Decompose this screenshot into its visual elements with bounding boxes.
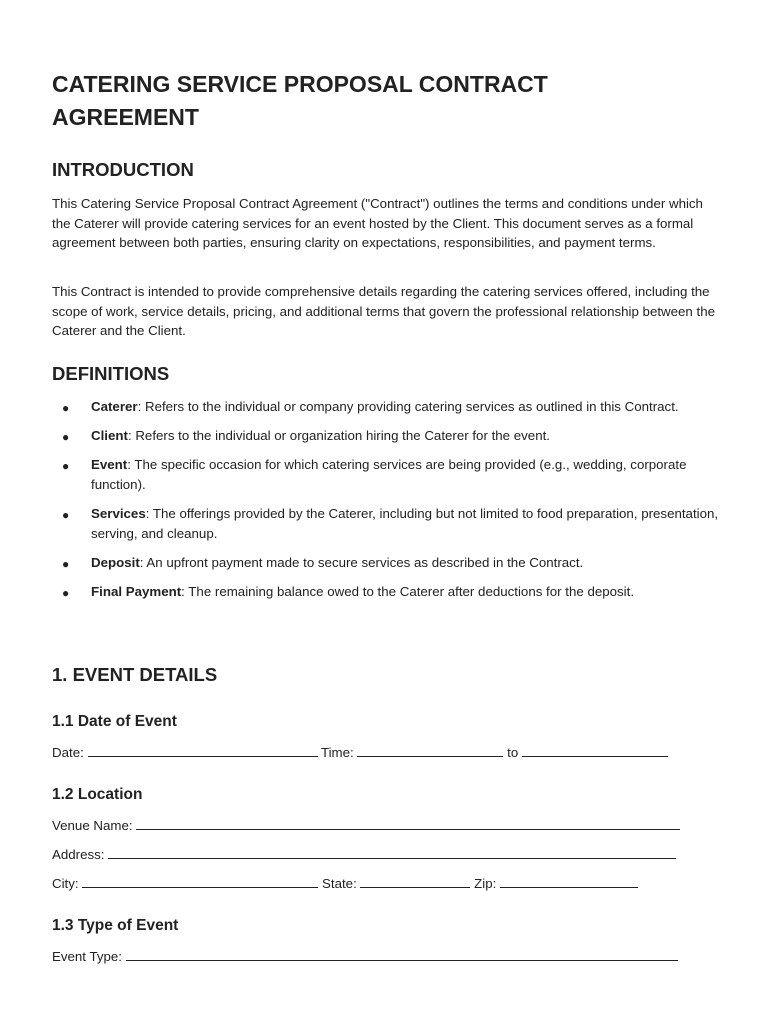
definition-text: : The offerings provided by the Caterer, including but not limited to food preparation, presentation, serving, and cleanup. — [91, 506, 719, 541]
definition-term: Final Payment — [91, 584, 182, 600]
venue-name-label: Venue Name: — [52, 818, 133, 833]
document-title: CATERING SERVICE PROPOSAL CONTRACT AGREEMENT — [52, 71, 548, 130]
introduction-paragraph-1: This Catering Service Proposal Contract Agreement ("Contract") outlines the terms and conditions under which the Caterer will provide catering services for an event hosted by the Client. This document serves as a formal agreement between both parties, ensuring clarity on expectations, responsibilities, and payment terms. — [52, 196, 703, 251]
definition-term: Services — [91, 506, 146, 522]
event-details-heading: 1. EVENT DETAILS — [52, 664, 218, 685]
definition-item — [52, 426, 732, 446]
date-field[interactable] — [88, 744, 318, 757]
bullet-icon: ● — [62, 430, 70, 445]
address-label: Address: — [52, 847, 105, 862]
definition-item — [52, 397, 732, 417]
state-field[interactable] — [360, 875, 470, 888]
definition-term: Caterer — [91, 399, 138, 414]
end-time-field[interactable] — [522, 744, 668, 757]
introduction-paragraph-2: This Contract is intended to provide comprehensive details regarding the catering services offered, including the scope of work, service details, pricing, and additional terms that govern the professional relationship between the Caterer and the Client. — [52, 284, 716, 339]
city-field[interactable] — [82, 875, 318, 888]
definition-term: Client — [91, 428, 128, 444]
to-label: to — [507, 745, 519, 760]
bullet-icon: ● — [62, 401, 70, 415]
definition-text: : The remaining balance owed to the Caterer after deductions for the deposit. — [181, 584, 635, 600]
definition-term: Event — [91, 457, 128, 473]
definition-item — [52, 455, 732, 494]
start-time-field[interactable] — [357, 744, 503, 757]
city-state-zip-row — [52, 875, 638, 893]
event-type-field[interactable] — [126, 948, 678, 961]
definition-item — [52, 582, 732, 602]
definition-text: : The specific occasion for which catering services are being provided (e.g., wedding, corporate function). — [91, 457, 687, 492]
event-type-label: Event Type: — [52, 949, 122, 964]
definition-item — [52, 504, 732, 543]
introduction-heading: INTRODUCTION — [52, 159, 194, 180]
definition-text: : An upfront payment made to secure services as described in the Contract. — [139, 554, 584, 570]
definitions-heading: DEFINITIONS — [52, 363, 170, 384]
date-time-row — [52, 744, 668, 762]
type-of-event-heading: 1.3 Type of Event — [52, 917, 179, 934]
venue-name-field[interactable] — [136, 817, 680, 830]
location-heading: 1.2 Location — [52, 786, 143, 803]
bullet-icon: ● — [62, 508, 70, 523]
definition-text: : Refers to the individual or organization hiring the Caterer for the event. — [127, 428, 550, 444]
time-label: Time: — [320, 745, 354, 760]
bullet-icon: ● — [62, 556, 70, 571]
zip-field[interactable] — [500, 875, 638, 888]
address-field[interactable] — [108, 846, 676, 859]
bullet-icon: ● — [62, 459, 70, 474]
definition-item — [52, 553, 732, 573]
venue-row — [52, 817, 680, 835]
state-label: State: — [322, 876, 357, 891]
city-label: City: — [52, 876, 79, 891]
definitions-list — [52, 397, 732, 611]
bullet-icon: ● — [62, 586, 70, 601]
date-label: Date: — [52, 745, 84, 760]
event-type-row — [52, 948, 678, 966]
date-of-event-heading: 1.1 Date of Event — [52, 713, 177, 730]
address-row — [52, 846, 676, 864]
definition-text: : Refers to the individual or company providing catering services as outlined in this Contract. — [137, 399, 679, 414]
definition-term: Deposit — [91, 554, 140, 570]
zip-label: Zip: — [474, 876, 497, 891]
